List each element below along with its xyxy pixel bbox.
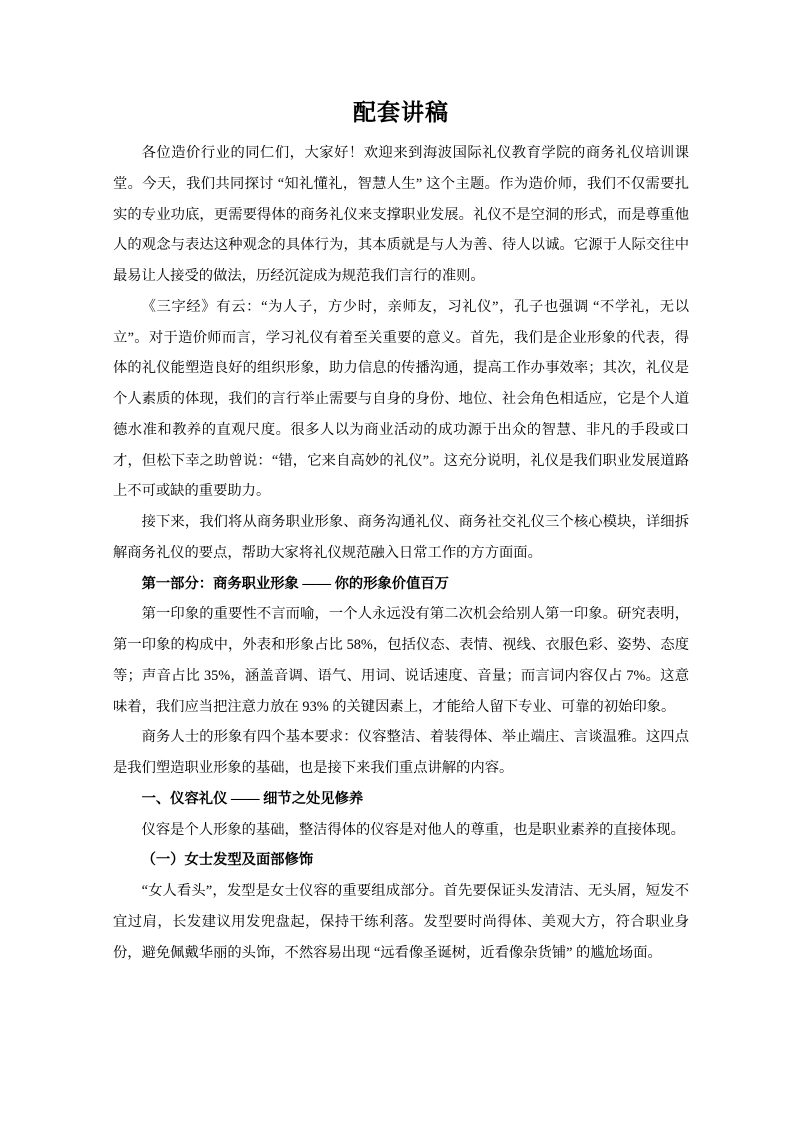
document-title: 配套讲稿 bbox=[353, 100, 449, 125]
paragraph-four-requirements: 商务人士的形象有四个基本要求：仪容整洁、着装得体、举止端庄、言谈温雅。这四点是我们塑造职业形象的基础，也是接下来我们重点讲解的内容。 bbox=[113, 729, 689, 776]
paragraph-module-overview: 接下来，我们将从商务职业形象、商务沟通礼仪、商务社交礼仪三个核心模块，详细拆解商务礼仪的要点，帮助大家将礼仪规范融入日常工作的方方面面。 bbox=[113, 514, 689, 561]
document-content bbox=[113, 90, 689, 968]
paragraph-appearance-basis: 仪容是个人形象的基础，整洁得体的仪容是对他人的尊重，也是职业素养的直接体现。 bbox=[141, 821, 685, 838]
heading-section1-appearance-etiquette: 一、仪容礼仪 —— 细节之处见修养 bbox=[141, 790, 364, 807]
heading-part1-business-image: 第一部分：商务职业形象 —— 你的形象价值百万 bbox=[141, 575, 449, 592]
paragraph-intro-welcome: 各位造价行业的同仁们，大家好！欢迎来到海波国际礼仪教育学院的商务礼仪培训课堂。今天，我们共同探讨 “知礼懂礼，智慧人生” 这个主题。作为造价师，我们不仅需要扎实的专业功底，更需要得体的商务礼仪来支撑职业发展。礼仪不是空洞的形式，而是尊重他人的观念与表达这种观念的具体行为，其本质就是与人为善、待人以诚。它源于人际交往中最易让人接受的做法，历经沉淀成为规范我们言行的准则。 bbox=[113, 145, 689, 284]
heading-subsection-female-hairstyle: （一）女士发型及面部修饰 bbox=[141, 852, 314, 869]
paragraph-first-impression: 第一印象的重要性不言而喻，一个人永远没有第二次机会给别人第一印象。研究表明，第一印象的构成中，外表和形象占比 58%，包括仪态、表情、视线、衣服色彩、姿势、态度等；声音占比 35%，涵盖音调、语气、用词、说话速度、音量；而言词内容仅占 7%。这意味着，我们应当把注意力放在 93% 的关键因素上，才能给人留下专业、可靠的初始印象。 bbox=[113, 606, 689, 715]
paragraph-female-hairstyle-detail: “女人看头”，发型是女士仪容的重要组成部分。首先要保证头发清洁、无头屑，短发不宜过肩，长发建议用发兜盘起，保持干练利落。发型要时尚得体、美观大方，符合职业身份，避免佩戴华丽的头饰，不然容易出现 “远看像圣诞树，近看像杂货铺” 的尴尬场面。 bbox=[113, 883, 689, 961]
paragraph-sanzijing-quote: 《三字经》有云：“为人子，方少时，亲师友，习礼仪”，孔子也强调 “不学礼，无以立”。对于造价师而言，学习礼仪有着至关重要的意义。首先，我们是企业形象的代表，得体的礼仪能塑造良好的组织形象，助力信息的传播沟通，提高工作办事效率；其次，礼仪是个人素质的体现，我们的言行举止需要与自身的身份、地位、社会角色相适应，它是个人道德水准和教养的直观尺度。很多人以为商业活动的成功源于出众的智慧、非凡的手段或口才，但松下幸之助曾说：“错，它来自高妙的礼仪”。这充分说明，礼仪是我们职业发展道路上不可或缺的重要助力。 bbox=[113, 298, 689, 500]
